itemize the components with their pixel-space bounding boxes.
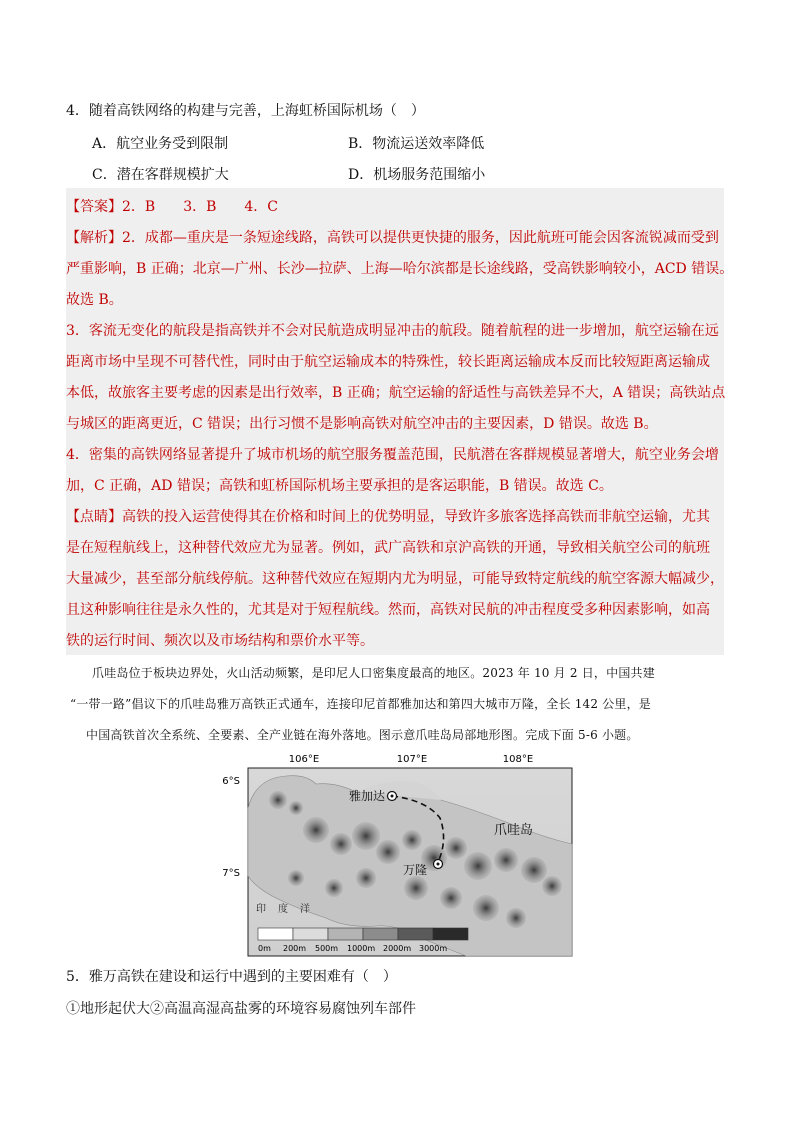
q4-option-c: C．潜在客群规模扩大 [92, 167, 229, 183]
intro-line-1: 爪哇岛位于板块边界处，火山活动频繁，是印尼人口密集度最高的地区。2023 年 10 月 2 日，中国共建 [92, 666, 655, 680]
intro-line-2: “一带一路”倡议下的爪哇岛雅万高铁正式通车，连接印尼首都雅加达和第四大城市万隆，全长 142 公里，是 [70, 697, 652, 711]
legend-label-500: 500m [315, 944, 339, 953]
comment-line-5: 铁的运行时间、频次以及市场结构和票价水平等。 [66, 633, 374, 649]
ocean-label-2: 度 [278, 904, 288, 915]
ocean-label-1: 印 [256, 904, 266, 915]
comment-text-1: 高铁的投入运营使得其在价格和时间上的优势明显，导致许多旅客选择高铁而非航空运输，尤其 [122, 509, 710, 525]
legend-label-3000: 3000m [419, 944, 448, 953]
analysis-line-6: 本低，故旅客主要考虑的因素是出行效率，B 正确；航空运输的舒适性与高铁差异不大，A 错误；高铁站点 [66, 385, 726, 401]
lon-label-106: 106°E [288, 754, 320, 765]
city-label-bandung: 万隆 [403, 863, 428, 877]
comment-line-1 [66, 506, 710, 526]
q5-choices: ①地形起伏大②高温高湿高盐雾的环境容易腐蚀列车部件 [66, 1001, 416, 1017]
lat-label-7s: 7°S [222, 868, 240, 879]
city-dot-jakarta [391, 795, 394, 798]
lat-label-6s: 6°S [222, 776, 240, 787]
legend-swatch-5 [433, 928, 468, 940]
comment-line-4: 且这种影响往往是永久性的，尤其是对于短程航线。然而，高铁对民航的冲击程度受多种因素影响，如高 [66, 602, 710, 618]
analysis-tag: 【解析】 [66, 230, 122, 246]
analysis-line-3: 故选 B。 [66, 292, 123, 308]
answer-text: 2．B 3．B 4．C [122, 199, 279, 215]
q4-stem: 4．随着高铁网络的构建与完善，上海虹桥国际机场（ ） [66, 103, 425, 119]
answer-line [66, 196, 278, 216]
legend-label-0: 0m [258, 944, 271, 953]
answer-tag: 【答案】 [66, 199, 122, 215]
city-label-jakarta: 雅加达 [349, 789, 386, 803]
analysis-line-5: 距离市场中呈现不可替代性，同时由于航空运输成本的特殊性，较长距离运输成本反而比较短距离运输成 [66, 354, 710, 370]
analysis-text-1: 2．成都—重庆是一条短途线路，高铁可以提供更快捷的服务，因此航班可能会因客流锐减而受到 [122, 230, 719, 246]
lon-label-108: 108°E [502, 754, 534, 765]
legend-label-2000: 2000m [383, 944, 412, 953]
analysis-line-9: 加，C 正确，AD 错误；高铁和虹桥国际机场主要承担的是客运职能，B 错误。故选 C。 [66, 478, 613, 494]
island-label: 爪哇岛 [494, 823, 534, 838]
q4-option-d: D．机场服务范围缩小 [348, 167, 486, 183]
legend-swatch-4 [398, 928, 433, 940]
analysis-line-4: 3．客流无变化的航段是指高铁并不会对民航造成明显冲击的航段。随着航程的进一步增加，航空运输在远 [66, 323, 719, 339]
analysis-line-2: 严重影响，B 正确；北京—广州、长沙—拉萨、上海—哈尔滨都是长途线路，受高铁影响较小，ACD 错误。 [66, 261, 734, 277]
legend-swatch-1 [293, 928, 328, 940]
q5-stem: 5．雅万高铁在建设和运行中遇到的主要困难有（ ） [66, 969, 397, 985]
lon-label-107: 107°E [396, 754, 428, 765]
analysis-line-7: 与城区的距离更近，C 错误；出行习惯不是影响高铁对航空冲击的主要因素，D 错误。故选 B。 [66, 416, 658, 432]
comment-line-2: 是在短程航线上，这种替代效应尤为显著。例如，武广高铁和京沪高铁的开通，导致相关航空公司的航班 [66, 540, 710, 556]
java-terrain-map [216, 748, 586, 960]
comment-line-3: 大量减少，甚至部分航线停航。这种替代效应在短期内尤为明显，可能导致特定航线的航空客源大幅减少， [66, 571, 724, 587]
legend-label-200: 200m [283, 944, 307, 953]
q4-option-a: A．航空业务受到限制 [92, 136, 229, 152]
comment-tag: 【点睛】 [66, 509, 122, 525]
legend-swatch-0 [258, 928, 293, 940]
map-svg [216, 748, 586, 960]
legend-swatch-3 [363, 928, 398, 940]
analysis-line-1 [66, 227, 719, 247]
q4-option-b: B．物流运送效率降低 [348, 136, 485, 152]
legend-label-1000: 1000m [347, 944, 376, 953]
intro-line-3: 中国高铁首次全系统、全要素、全产业链在海外落地。图示意爪哇岛局部地形图。完成下面 5-6 小题。 [86, 728, 639, 742]
legend-swatch-2 [328, 928, 363, 940]
analysis-line-8: 4．密集的高铁网络显著提升了城市机场的航空服务覆盖范围，民航潜在客群规模显著增大，航空业务会增 [66, 447, 719, 463]
ocean-label-3: 洋 [300, 904, 310, 915]
city-dot-bandung [437, 863, 440, 866]
